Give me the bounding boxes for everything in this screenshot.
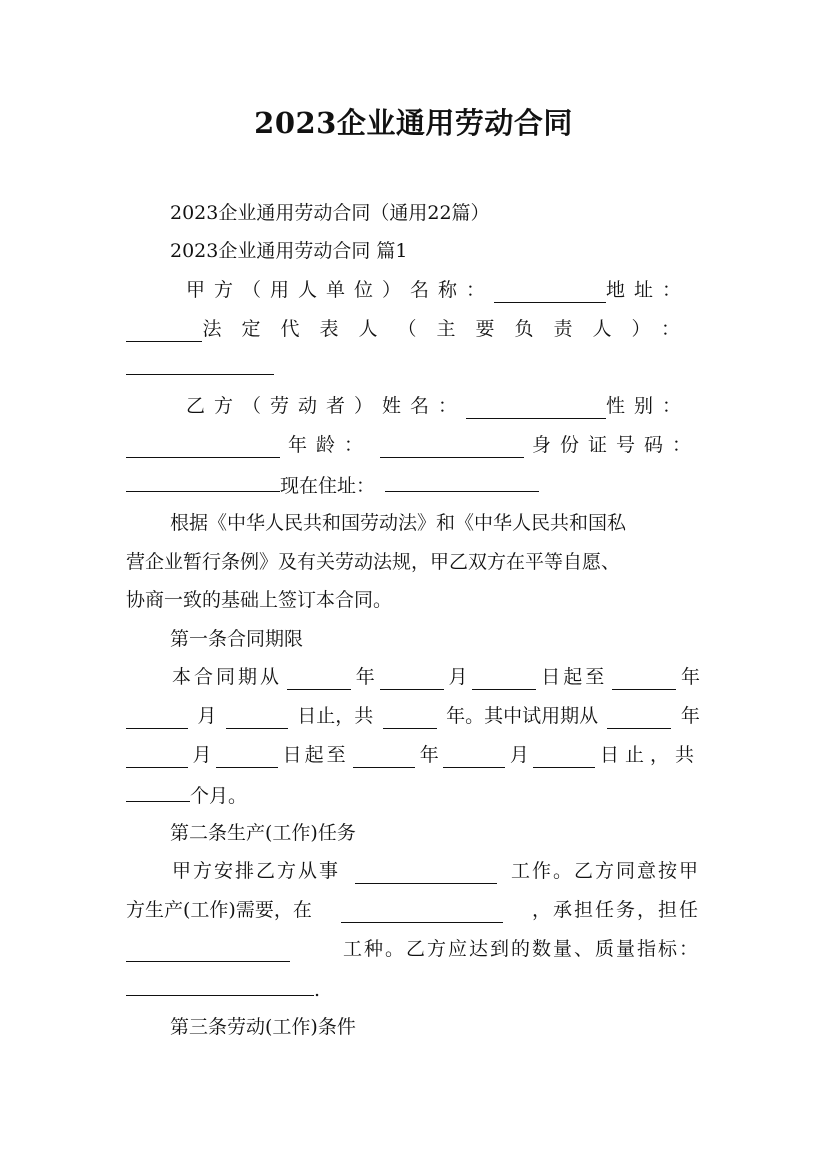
month-label: 月 — [192, 744, 212, 766]
probation-start-year-blank[interactable] — [607, 708, 671, 729]
job-type-blank[interactable] — [126, 941, 290, 962]
task-line-2 — [126, 897, 700, 923]
months-label: 个月。 — [190, 785, 248, 807]
year-label: 年 — [680, 705, 700, 727]
age-label: 年龄： — [287, 434, 372, 456]
party-a-line-2 — [126, 316, 700, 342]
day-to-label: 日起至 — [282, 744, 349, 766]
term-line-1 — [172, 664, 700, 690]
term-end-year-blank[interactable] — [612, 669, 676, 690]
term-line-4 — [126, 781, 700, 809]
term-line-3 — [126, 742, 700, 768]
term-line-2 — [126, 703, 700, 729]
task-line-1 — [172, 858, 700, 884]
party-b-name-blank[interactable] — [466, 398, 606, 419]
party-a-address-label: 地址： — [605, 279, 690, 301]
work-type-blank[interactable] — [355, 863, 497, 884]
quality-target-label: 工种。乙方应达到的数量、质量指标： — [342, 938, 700, 960]
work-assign-label: 甲方安排乙方从事 — [172, 860, 341, 882]
term-start-year-blank[interactable] — [287, 669, 351, 690]
probation-months-blank[interactable] — [126, 781, 190, 802]
day-end-label: 日止，共 — [599, 744, 700, 766]
day-to-label: 日起至 — [541, 666, 608, 688]
probation-end-day-blank[interactable] — [533, 747, 595, 768]
party-b-line-3 — [126, 471, 700, 499]
gender-blank[interactable] — [126, 437, 280, 458]
task-line-4 — [126, 975, 700, 1003]
year-label: 年 — [419, 744, 439, 766]
period-mark: . — [314, 979, 321, 1001]
work-location-blank[interactable] — [341, 902, 503, 923]
gender-label: 性别： — [605, 395, 690, 417]
party-a-line-3 — [126, 354, 700, 382]
production-need-label: 方生产(工作)需要，在 — [126, 899, 312, 921]
preamble-line-2: 营企业暂行条例》及有关劳动法规，甲乙双方在平等自愿、 — [126, 551, 621, 573]
probation-end-month-blank[interactable] — [443, 747, 505, 768]
age-blank[interactable] — [380, 437, 524, 458]
legal-rep-blank[interactable] — [126, 354, 274, 375]
address-blank[interactable] — [385, 471, 539, 492]
party-a-line — [186, 277, 690, 303]
address-label: 现在住址： — [280, 475, 376, 497]
party-b-name-label: 乙方（劳动者）姓名： — [186, 395, 467, 417]
term-start-day-blank[interactable] — [472, 669, 536, 690]
month-label: 月 — [509, 744, 529, 766]
legal-rep-label: 法定代表人（主要负责人）： — [202, 318, 700, 340]
article-3-heading: 第三条劳动(工作)条件 — [170, 1016, 356, 1038]
take-task-label: ，承担任务，担任 — [531, 899, 700, 921]
probation-start-day-blank[interactable] — [216, 747, 278, 768]
party-a-name-blank[interactable] — [494, 282, 606, 303]
article-2-heading: 第二条生产(工作)任务 — [170, 822, 356, 844]
party-a-name-label: 甲方（用人单位）名称： — [186, 279, 495, 301]
term-end-month-blank[interactable] — [126, 708, 188, 729]
id-number-label: 身份证号码： — [531, 434, 700, 456]
work-agree-label: 工作。乙方同意按甲 — [510, 860, 700, 882]
day-end-label: 日止，共 — [297, 705, 374, 727]
probation-end-year-blank[interactable] — [353, 747, 415, 768]
preamble-line-1: 根据《中华人民共和国劳动法》和《中华人民共和国私 — [170, 512, 627, 534]
month-label: 月 — [197, 705, 217, 727]
subtitle-line: 2023企业通用劳动合同（通用22篇） — [170, 202, 490, 224]
term-from-label: 本合同期从 — [172, 666, 283, 688]
party-b-line-2 — [126, 432, 700, 458]
article-heading: 2023企业通用劳动合同 篇1 — [170, 240, 408, 262]
term-total-years-blank[interactable] — [383, 708, 437, 729]
month-label: 月 — [448, 666, 468, 688]
probation-from-label: 年。其中试用期从 — [446, 705, 599, 727]
term-start-month-blank[interactable] — [380, 669, 444, 690]
party-b-line — [186, 393, 690, 419]
document-title: 2023企业通用劳动合同 — [254, 106, 573, 140]
probation-start-month-blank[interactable] — [126, 747, 188, 768]
id-number-blank[interactable] — [126, 471, 280, 492]
term-end-day-blank[interactable] — [226, 708, 288, 729]
preamble-line-3: 协商一致的基础上签订本合同。 — [126, 589, 393, 611]
party-a-address-blank[interactable] — [126, 321, 202, 342]
year-label: 年 — [355, 666, 375, 688]
quality-target-blank[interactable] — [126, 975, 314, 996]
article-1-heading: 第一条合同期限 — [170, 628, 304, 650]
year-label: 年 — [680, 666, 700, 688]
task-line-3 — [126, 936, 700, 962]
